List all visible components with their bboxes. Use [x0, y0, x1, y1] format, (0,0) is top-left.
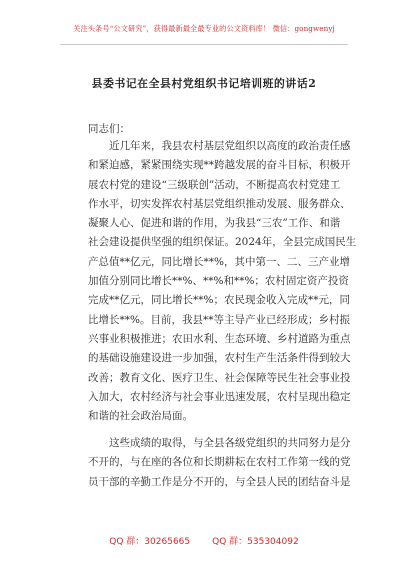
- qq-group-1: QQ 群：30265665: [109, 537, 191, 547]
- text-line: 社会建设提供坚强的组织保证。2024年，全县完成国民生: [88, 236, 357, 249]
- paragraph-1: [88, 137, 357, 426]
- text-line: 近几年来，我县农村基层党组织以高度的政治责任感: [109, 140, 351, 152]
- text-line: 的基础设施建设进一步加强，农村生产生活条件得到较大: [88, 352, 351, 365]
- text-line: 展农村党的建设“三级联创”活动，不断提高农村党建工: [88, 178, 341, 191]
- text-line: 完成**亿元，同比增长**%；农民现金收入完成**元，同: [88, 294, 350, 307]
- text-line: 和谐的社会政治局面。: [88, 410, 193, 423]
- paragraph-2: [88, 434, 351, 492]
- header-banner: 关注头条号“公文研究”，获得最新最全最专业的公文资料库！ 微信：gongwenyj: [73, 24, 335, 33]
- text-line: 作水平，切实发挥农村基层党组织推动发展、服务群众、: [88, 197, 351, 210]
- text-line: 凝聚人心、促进和谐的作用，为我县“三农”工作、和谐: [88, 217, 341, 230]
- salutation: 同志们：: [88, 123, 130, 135]
- text-line: 产总值**亿元，同比增长**%，其中第一、二、三产业增: [88, 255, 350, 268]
- document-title: 县委书记在全县村党组织书记培训班的讲话2: [91, 77, 317, 90]
- header-divider: [60, 44, 348, 45]
- qq-group-2: QQ 群：535304092: [212, 537, 299, 547]
- footer-contact: [0, 534, 408, 547]
- text-line: 员干部的辛勤工作是分不开的，与全县人民的团结奋斗是: [88, 475, 351, 488]
- text-line: 和紧迫感，紧紧围绕实现**跨越发展的奋斗目标，积极开: [88, 159, 351, 172]
- text-line: 兴事业积极推进；农田水利、生态环境、乡村道路为重点: [88, 332, 351, 345]
- text-line: 加值分别同比增长**%、**%和**%；农村固定资产投资: [88, 275, 349, 288]
- text-line: 比增长**%。目前，我县**等主导产业已经形成；乡村振: [88, 313, 350, 326]
- text-line: 不开的，与在座的各位和长期耕耘在农村工作第一线的党: [88, 456, 351, 469]
- text-line: 改善；教育文化、医疗卫生、社会保障等民生社会事业投: [88, 371, 351, 384]
- text-line: 这些成绩的取得，与全县各级党组织的共同努力是分: [109, 437, 351, 449]
- text-line: 入加大，农村经济与社会事业迅速发展，农村呈现出稳定: [88, 390, 351, 403]
